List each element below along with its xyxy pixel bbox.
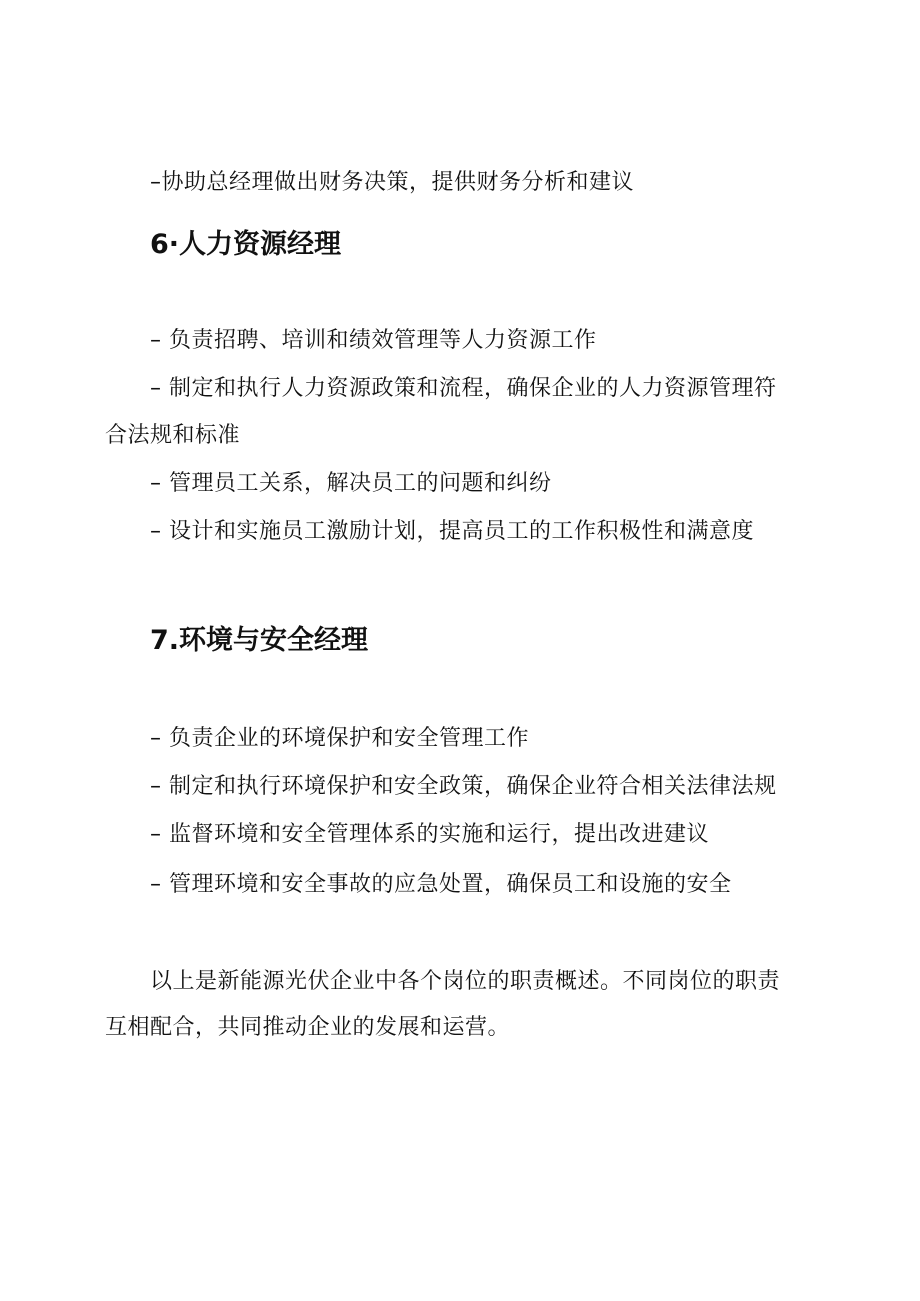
list-item: – 管理环境和安全事故的应急处置，确保员工和设施的安全 [150,872,732,897]
list-item: – 设计和实施员工激励计划，提高员工的工作积极性和满意度 [150,519,754,544]
list-item: – 负责企业的环境保护和安全管理工作 [150,726,529,751]
list-item-continuation: 合法规和标准 [105,423,241,448]
list-item: – 监督环境和安全管理体系的实施和运行，提出改进建议 [150,822,709,847]
list-item: – 管理员工关系，解决员工的问题和纠纷 [150,471,552,496]
list-item: – 负责招聘、培训和绩效管理等人力资源工作 [150,328,597,353]
section-heading-env-safety-manager: 7.环境与安全经理 [150,625,369,656]
list-item: – 制定和执行人力资源政策和流程，确保企业的人力资源管理符 [150,376,777,401]
summary-line: 互相配合，共同推动企业的发展和运营。 [105,1015,511,1040]
list-item: – 制定和执行环境保护和安全政策，确保企业符合相关法律法规 [150,774,777,799]
section-heading-hr-manager: 6·人力资源经理 [150,229,342,260]
summary-line: 以上是新能源光伏企业中各个岗位的职责概述。不同岗位的职责 [150,969,781,994]
intro-line: –协助总经理做出财务决策，提供财务分析和建议 [150,170,635,195]
